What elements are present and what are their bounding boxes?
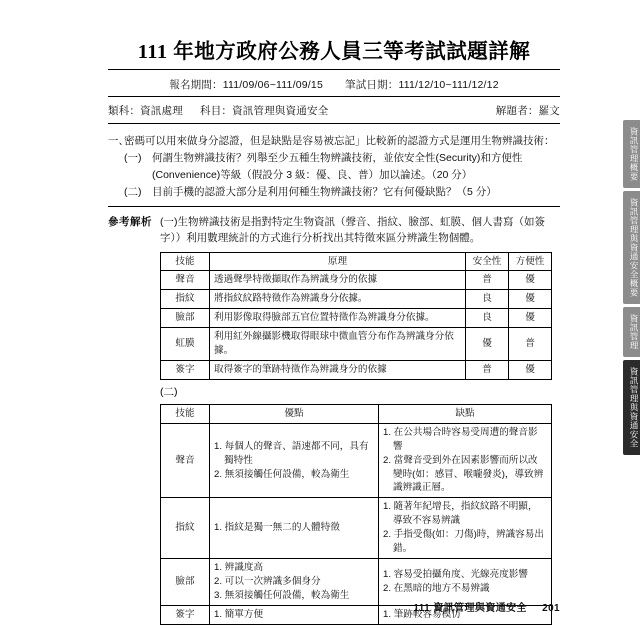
footer-chapter: 111 資訊管理與資通安全 bbox=[413, 603, 527, 614]
question-sub-1-label: (一) bbox=[124, 152, 142, 165]
answer-item-1-label: (一) bbox=[160, 216, 178, 229]
pro-item: 2. 無須接觸任何設備，較為衛生 bbox=[214, 468, 350, 480]
biometric-technology-table bbox=[160, 252, 552, 380]
pro-item: 1. 指紋是獨一無二的人體特徵 bbox=[214, 522, 340, 534]
cell-principle: 利用影像取得臉部五官位置特徵作為辨識身分依據。 bbox=[210, 309, 466, 328]
question-sub-1-text: 何謂生物辨識技術？列舉至少五種生物辨識技術，並依安全性(Security)和方便性(Convenience)等級（假設分 3 級：優、良、普）加以論述。（20 分） bbox=[152, 152, 523, 181]
answer-item-1-text: 生物辨識技術是指對特定生物資訊（聲音、指紋、臉部、虹膜、個人書寫（如簽字））利用數理統計的方式進行分析找出其特徵來區分辨識生物個體。 bbox=[160, 216, 545, 244]
cell-principle: 取得簽字的筆跡特徵作為辨識身分的依據 bbox=[210, 361, 466, 380]
table-row bbox=[161, 290, 552, 309]
cell-convenience: 優 bbox=[509, 361, 552, 380]
question-sub-2 bbox=[108, 184, 560, 200]
con-item: 1. 在公共場合時容易受周遭的聲音影響 bbox=[383, 426, 538, 452]
question-number: 一、 bbox=[108, 135, 129, 147]
cell-principle: 透過聲學特徵擷取作為辨識身分的依據 bbox=[210, 271, 466, 290]
meta-divider-2 bbox=[108, 123, 560, 124]
cell-technique: 聲音 bbox=[161, 423, 210, 498]
title-divider bbox=[108, 69, 560, 70]
cell-pros bbox=[210, 498, 379, 559]
pro-item: 3. 無須接觸任何設備，較為衛生 bbox=[214, 589, 350, 601]
cell-pros bbox=[210, 558, 379, 605]
cell-technique: 臉部 bbox=[161, 558, 210, 605]
question-sub-2-text: 目前手機的認證大部分是利用何種生物辨識技術？它有何優缺點？（5 分） bbox=[152, 185, 497, 198]
table-header-row bbox=[161, 252, 552, 271]
cell-security: 普 bbox=[466, 271, 509, 290]
table-header-row bbox=[161, 404, 552, 423]
cell-security: 良 bbox=[466, 290, 509, 309]
cell-cons bbox=[379, 423, 552, 498]
title-block bbox=[108, 18, 560, 70]
cell-technique: 指紋 bbox=[161, 498, 210, 559]
th-cons: 缺點 bbox=[379, 404, 552, 423]
pro-item: 1. 每個人的聲音、語速都不同，具有獨特性 bbox=[214, 440, 369, 466]
con-item: 1. 容易受拍攝角度、光線亮度影響 bbox=[383, 568, 528, 580]
pro-item: 2. 可以一次辨識多個身分 bbox=[214, 575, 321, 587]
cell-technique: 簽字 bbox=[161, 361, 210, 380]
table-row bbox=[161, 328, 552, 361]
pros-cons-table bbox=[160, 404, 552, 625]
exam-category: 類科：資訊處理 bbox=[108, 105, 183, 117]
question-block bbox=[108, 133, 560, 200]
cell-convenience: 優 bbox=[509, 290, 552, 309]
side-tab-info-management-outline[interactable]: 資訊管理概要 bbox=[623, 120, 640, 188]
side-tab-info-management[interactable]: 資訊管理 bbox=[623, 307, 640, 357]
cell-cons bbox=[379, 498, 552, 559]
exam-date: 筆試日期：111/12/10~111/12/12 bbox=[345, 79, 499, 91]
th-principle: 原理 bbox=[210, 252, 466, 271]
table-row bbox=[161, 361, 552, 380]
cell-principle: 將指紋紋路特徵作為辨識身分依據。 bbox=[210, 290, 466, 309]
cell-pros bbox=[210, 423, 379, 498]
side-tab-info-management-security-outline[interactable]: 資訊管理與資通安全概要 bbox=[623, 191, 640, 304]
con-item: 2. 手指受傷(如：刀傷)時，辨識容易出錯。 bbox=[383, 529, 544, 555]
exam-subject: 科目：資訊管理與資通安全 bbox=[200, 105, 329, 117]
pro-item: 1. 辨識度高 bbox=[214, 561, 264, 573]
cell-technique: 簽字 bbox=[161, 605, 210, 624]
cell-convenience: 普 bbox=[509, 328, 552, 361]
exam-info bbox=[108, 103, 560, 118]
table-row bbox=[161, 271, 552, 290]
cell-technique: 聲音 bbox=[161, 271, 210, 290]
th-technique: 技能 bbox=[161, 252, 210, 271]
answer-block bbox=[108, 215, 560, 247]
question-divider bbox=[108, 206, 560, 207]
page-footer bbox=[413, 599, 560, 614]
page-left-margin bbox=[0, 0, 14, 640]
question-sub-2-label: (二) bbox=[124, 185, 142, 198]
pro-item: 1. 簡單方便 bbox=[214, 608, 264, 620]
cell-security: 優 bbox=[466, 328, 509, 361]
page-title: 111 年地方政府公務人員三等考試試題詳解 bbox=[137, 41, 531, 63]
con-item: 2. 當聲音受到外在因素影響而所以改變時(如：感冒、喉嚨發炎)，導致辨識辨識正層。 bbox=[383, 454, 544, 494]
side-tab-info-management-security[interactable]: 資訊管理與資通安全 bbox=[623, 360, 640, 455]
con-item: 2. 在黑暗的地方不易辨識 bbox=[383, 582, 490, 594]
cell-security: 普 bbox=[466, 361, 509, 380]
th-pros: 優點 bbox=[210, 404, 379, 423]
con-item: 1. 隨著年紀增長，指紋紋路不明顯，導致不容易辨識 bbox=[383, 501, 538, 527]
answer-label: 參考解析 bbox=[108, 216, 152, 229]
th-technique: 技能 bbox=[161, 404, 210, 423]
application-period: 報名期間：111/09/06~111/09/15 bbox=[169, 79, 323, 91]
cell-technique: 臉部 bbox=[161, 309, 210, 328]
cell-convenience: 優 bbox=[509, 309, 552, 328]
footer-page-number: 201 bbox=[542, 603, 560, 614]
question-text: 密碼可以用來做身分認證，但是缺點是容易被忘記」比較新的認證方式是運用生物辨識技術： bbox=[124, 135, 555, 147]
exam-dates bbox=[108, 77, 560, 92]
table-row bbox=[161, 423, 552, 498]
solution-author: 解題者：羅文 bbox=[495, 105, 560, 117]
table-row bbox=[161, 309, 552, 328]
cell-principle: 利用紅外線攝影機取得眼球中微血管分布作為辨識身分依據。 bbox=[210, 328, 466, 361]
table-row bbox=[161, 498, 552, 559]
cell-technique: 指紋 bbox=[161, 290, 210, 309]
cell-security: 良 bbox=[466, 309, 509, 328]
th-convenience: 方便性 bbox=[509, 252, 552, 271]
page-content bbox=[108, 18, 560, 622]
cell-technique: 虹膜 bbox=[161, 328, 210, 361]
question-sub-1 bbox=[108, 150, 560, 183]
th-security: 安全性 bbox=[466, 252, 509, 271]
answer-item-2-label: (二) bbox=[160, 385, 178, 398]
con-item: 1. 筆跡較容易模仿 bbox=[383, 608, 461, 620]
cell-pros bbox=[210, 605, 379, 624]
meta-divider-1 bbox=[108, 96, 560, 97]
side-tab-group bbox=[623, 120, 640, 458]
cell-convenience: 優 bbox=[509, 271, 552, 290]
